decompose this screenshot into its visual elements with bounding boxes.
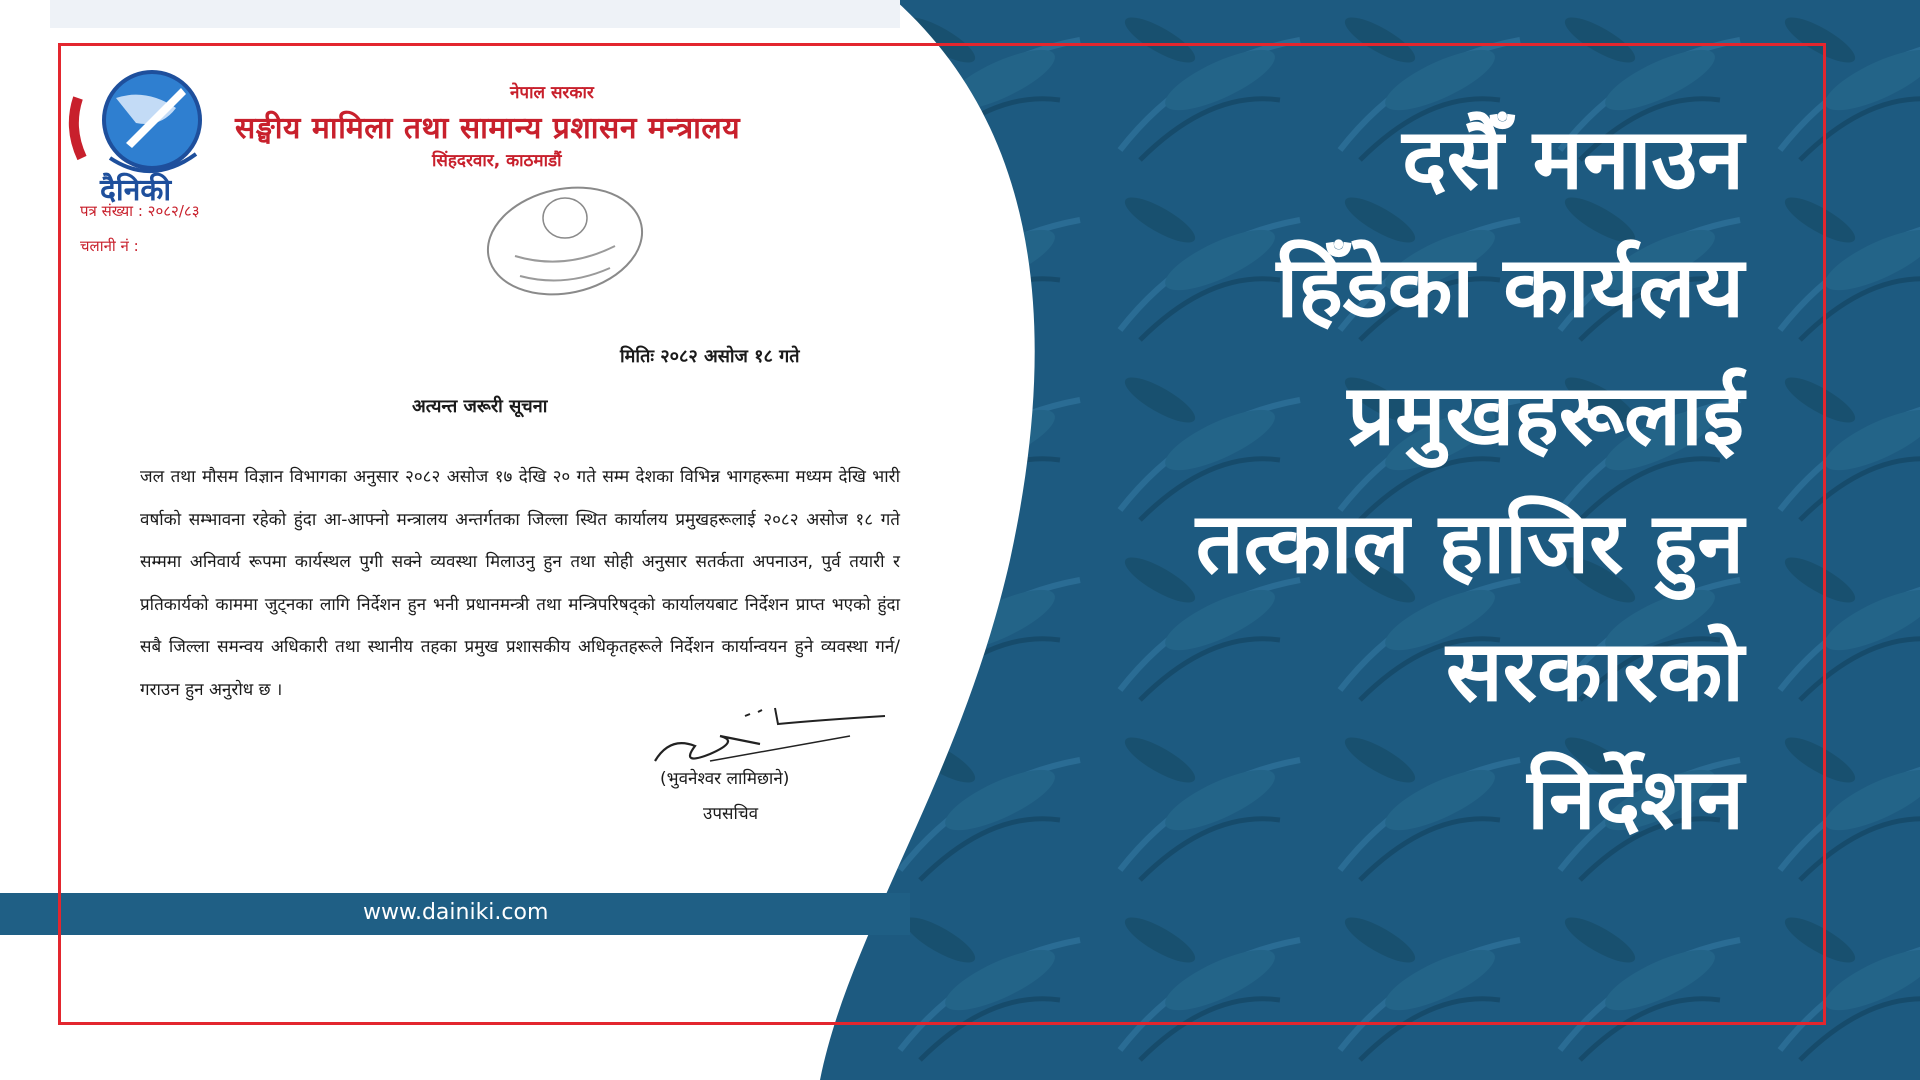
website-url[interactable]: www.dainiki.com <box>363 900 549 925</box>
letterhead-ministry: सङ्घीय मामिला तथा सामान्य प्रशासन मन्त्रालय <box>235 111 741 146</box>
headline-line: सरकारको <box>1445 622 1744 720</box>
signatory-name: (भुवनेश्वर लामिछाने) <box>660 769 790 789</box>
official-stamp-icon <box>475 176 655 306</box>
headline <box>984 95 1744 863</box>
letter-subject: अत्यन्त जरूरी सूचना <box>412 396 548 417</box>
letter-reference-number: पत्र संख्या : २०८२/८३ <box>80 202 200 220</box>
letter-body: जल तथा मौसम विज्ञान विभागका अनुसार २०८२ असोज १७ देखि २० गते सम्म देशका विभिन्न भागहरूमा मध्यम देखि भारी वर्षाको सम्भावना रहेको हुंदा आ-आफ्नो मन्त्रालय अन्तर्गतका जिल्ला स्थित कार्यालय प्रमुखहरूलाई २०८२ असोज १८ गते सम्ममा अनिवार्य रूपमा कार्यस्थल पुगी सक्ने व्यवस्था मिलाउनु हुन तथा सोही अनुसार सतर्कता अपनाउन, पुर्व तयारी र प्रतिकार्यको काममा जुट्नका लागि निर्देशन हुन भनी प्रधानमन्त्री तथा मन्त्रिपरिषद्को कार्यालयबाट निर्देशन प्राप्त भएको हुंदा सबै जिल्ला समन्वय अधिकारी तथा स्थानीय तहका प्रमुख प्रशासकीय अधिकृतहरूले निर्देशन कार्यान्वयन हुने व्यवस्था गर्न/गराउन हुन अनुरोध छ । <box>140 467 900 700</box>
headline-line: तत्काल हाजिर हुन <box>1195 494 1744 592</box>
letter-dispatch-number: चलानी नं : <box>80 237 139 255</box>
letterhead-location: सिंहदरवार, काठमाडौं <box>432 151 562 171</box>
headline-line: हिँडेका कार्यलय <box>1276 238 1744 336</box>
headline-line: प्रमुखहरूलाई <box>1347 366 1744 464</box>
letterhead-government: नेपाल सरकार <box>510 83 594 103</box>
signatory-title: उपसचिव <box>703 804 759 824</box>
top-strip <box>50 0 900 28</box>
logo-name: दैनिकी <box>100 173 172 208</box>
headline-line: निर्देशन <box>1527 750 1744 848</box>
headline-line: दसैँ मनाउन <box>1402 110 1744 208</box>
letter-date: मितिः २०८२ असोज १८ गते <box>620 346 800 367</box>
